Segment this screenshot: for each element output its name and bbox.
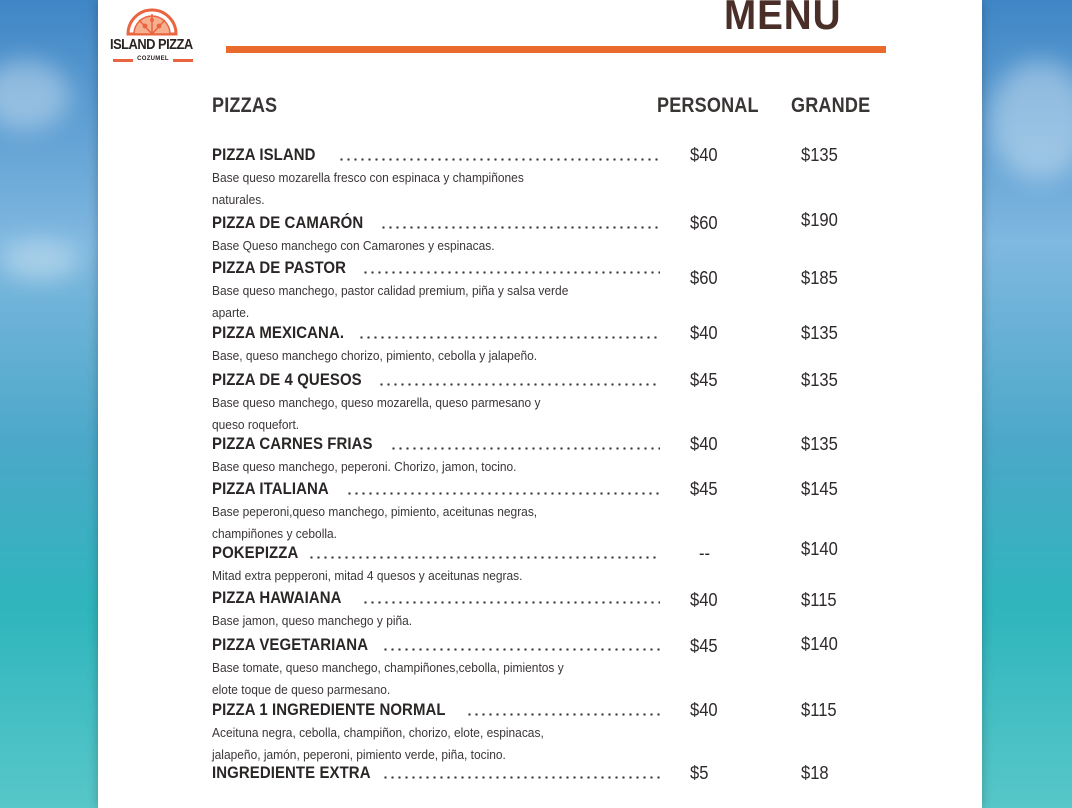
leader-dots bbox=[382, 776, 660, 779]
menu-item-title-line bbox=[212, 588, 752, 610]
price-grande: $135 bbox=[801, 434, 838, 454]
leader-dots bbox=[390, 447, 660, 450]
menu-item-title-line bbox=[212, 370, 757, 392]
price-grande: $140 bbox=[801, 539, 838, 559]
price-personal: $60 bbox=[690, 213, 718, 233]
price-personal: $45 bbox=[690, 636, 718, 656]
menu-item-description: Base queso manchego, peperoni. Chorizo, jamon, tocino. bbox=[212, 459, 517, 474]
price-grande: $18 bbox=[801, 763, 829, 783]
price-personal: $40 bbox=[690, 700, 718, 720]
background-cloud bbox=[990, 60, 1072, 180]
menu-item-title-line bbox=[212, 323, 757, 345]
column-header-personal: PERSONAL bbox=[657, 94, 759, 117]
leader-dots bbox=[466, 713, 660, 716]
menu-item-title-line bbox=[212, 763, 757, 785]
menu-item-description: Base queso manchego, pastor calidad premium, piña y salsa verde aparte. bbox=[212, 283, 569, 320]
menu-item-name: PIZZA DE PASTOR bbox=[212, 258, 347, 277]
menu-item bbox=[212, 763, 757, 785]
menu-item-name: PIZZA 1 INGREDIENTE NORMAL bbox=[212, 700, 446, 719]
price-grande: $115 bbox=[801, 700, 837, 720]
menu-item-description: Aceituna negra, cebolla, champiñon, chorizo, elote, espinacas, jalapeño, jamón, peperoni, pimiento verde, piña, tocino. bbox=[212, 725, 544, 762]
price-grande: $135 bbox=[801, 145, 838, 165]
menu-item-description: Mitad extra pepperoni, mitad 4 quesos y aceitunas negras. bbox=[212, 568, 523, 583]
price-grande: $190 bbox=[801, 210, 838, 230]
page-title: MENU bbox=[724, 0, 842, 38]
menu-item bbox=[212, 145, 757, 211]
column-header-grande: GRANDE bbox=[791, 94, 871, 117]
menu-item-title-line bbox=[212, 434, 757, 456]
brand-location: COZUMEL bbox=[137, 56, 169, 62]
menu-item-description: Base, queso manchego chorizo, pimiento, cebolla y jalapeño. bbox=[212, 348, 538, 363]
menu-item-description: Base jamon, queso manchego y piña. bbox=[212, 613, 413, 628]
menu-item-description: Base queso mozarella fresco con espinaca y champiñones naturales. bbox=[212, 170, 524, 207]
brand-name: ISLAND PIZZA bbox=[110, 36, 193, 53]
price-personal: $40 bbox=[690, 323, 718, 343]
price-personal: -- bbox=[699, 543, 711, 563]
title-divider bbox=[226, 46, 886, 53]
menu-item-description: Base tomate, queso manchego, champiñones,cebolla, pimientos y elote toque de queso parmesano. bbox=[212, 660, 564, 697]
menu-item bbox=[212, 588, 752, 632]
menu-item-title-line bbox=[212, 543, 757, 565]
menu-item bbox=[212, 700, 757, 766]
menu-item-name: PIZZA CARNES FRIAS bbox=[212, 434, 373, 453]
price-grande: $145 bbox=[801, 479, 838, 499]
menu-item-name: PIZZA HAWAIANA bbox=[212, 588, 342, 607]
leader-dots bbox=[338, 158, 660, 161]
price-grande: $135 bbox=[801, 323, 838, 343]
leader-dots bbox=[346, 492, 660, 495]
menu-item-title-line bbox=[212, 479, 757, 501]
price-personal: $5 bbox=[690, 763, 709, 783]
menu-item-title-line bbox=[212, 635, 757, 657]
background-cloud bbox=[0, 60, 70, 130]
menu-item-description: Base Queso manchego con Camarones y espinacas. bbox=[212, 238, 495, 253]
menu-item-title-line bbox=[212, 700, 757, 722]
price-personal: $40 bbox=[690, 590, 718, 610]
leader-dots bbox=[380, 226, 660, 229]
price-personal: $40 bbox=[690, 434, 718, 454]
price-grande: $115 bbox=[801, 590, 837, 610]
menu-item bbox=[212, 323, 757, 367]
menu-item-name: INGREDIENTE EXTRA bbox=[212, 763, 371, 782]
menu-item bbox=[212, 434, 757, 478]
brand-logo bbox=[110, 6, 200, 70]
menu-item bbox=[212, 258, 757, 324]
leader-dots bbox=[378, 383, 660, 386]
menu-item-name: POKEPIZZA bbox=[212, 543, 299, 562]
price-personal: $60 bbox=[690, 268, 718, 288]
menu-item bbox=[212, 213, 757, 257]
price-personal: $45 bbox=[690, 370, 718, 390]
menu-item-name: PIZZA MEXICANA. bbox=[212, 323, 345, 342]
menu-item bbox=[212, 635, 757, 701]
section-heading-pizzas: PIZZAS bbox=[212, 94, 278, 117]
menu-item bbox=[212, 543, 757, 587]
menu-item-name: PIZZA VEGETARIANA bbox=[212, 635, 369, 654]
leader-dots bbox=[358, 336, 660, 339]
leader-dots bbox=[308, 556, 660, 559]
menu-item-title-line bbox=[212, 213, 757, 235]
menu-item bbox=[212, 370, 757, 436]
menu-item-name: PIZZA ITALIANA bbox=[212, 479, 329, 498]
leader-dots bbox=[382, 648, 660, 651]
brand-location-row bbox=[113, 56, 193, 66]
leader-dots bbox=[362, 271, 660, 274]
price-grande: $135 bbox=[801, 370, 838, 390]
menu-item-name: PIZZA DE CAMARÓN bbox=[212, 213, 364, 232]
price-grande: $140 bbox=[801, 634, 838, 654]
price-grande: $185 bbox=[801, 268, 838, 288]
menu-item-name: PIZZA DE 4 QUESOS bbox=[212, 370, 362, 389]
background-cloud bbox=[0, 240, 80, 280]
menu-item-title-line bbox=[212, 258, 757, 280]
leader-dots bbox=[362, 601, 660, 604]
menu-item-name: PIZZA ISLAND bbox=[212, 145, 316, 164]
price-personal: $45 bbox=[690, 479, 718, 499]
pizza-slice-icon bbox=[124, 6, 180, 36]
menu-item bbox=[212, 479, 757, 545]
menu-item-description: Base queso manchego, queso mozarella, queso parmesano y queso roquefort. bbox=[212, 395, 541, 432]
price-personal: $40 bbox=[690, 145, 718, 165]
menu-item-description: Base peperoni,queso manchego, pimiento, aceitunas negras, champiñones y cebolla. bbox=[212, 504, 538, 541]
menu-item-title-line bbox=[212, 145, 757, 167]
